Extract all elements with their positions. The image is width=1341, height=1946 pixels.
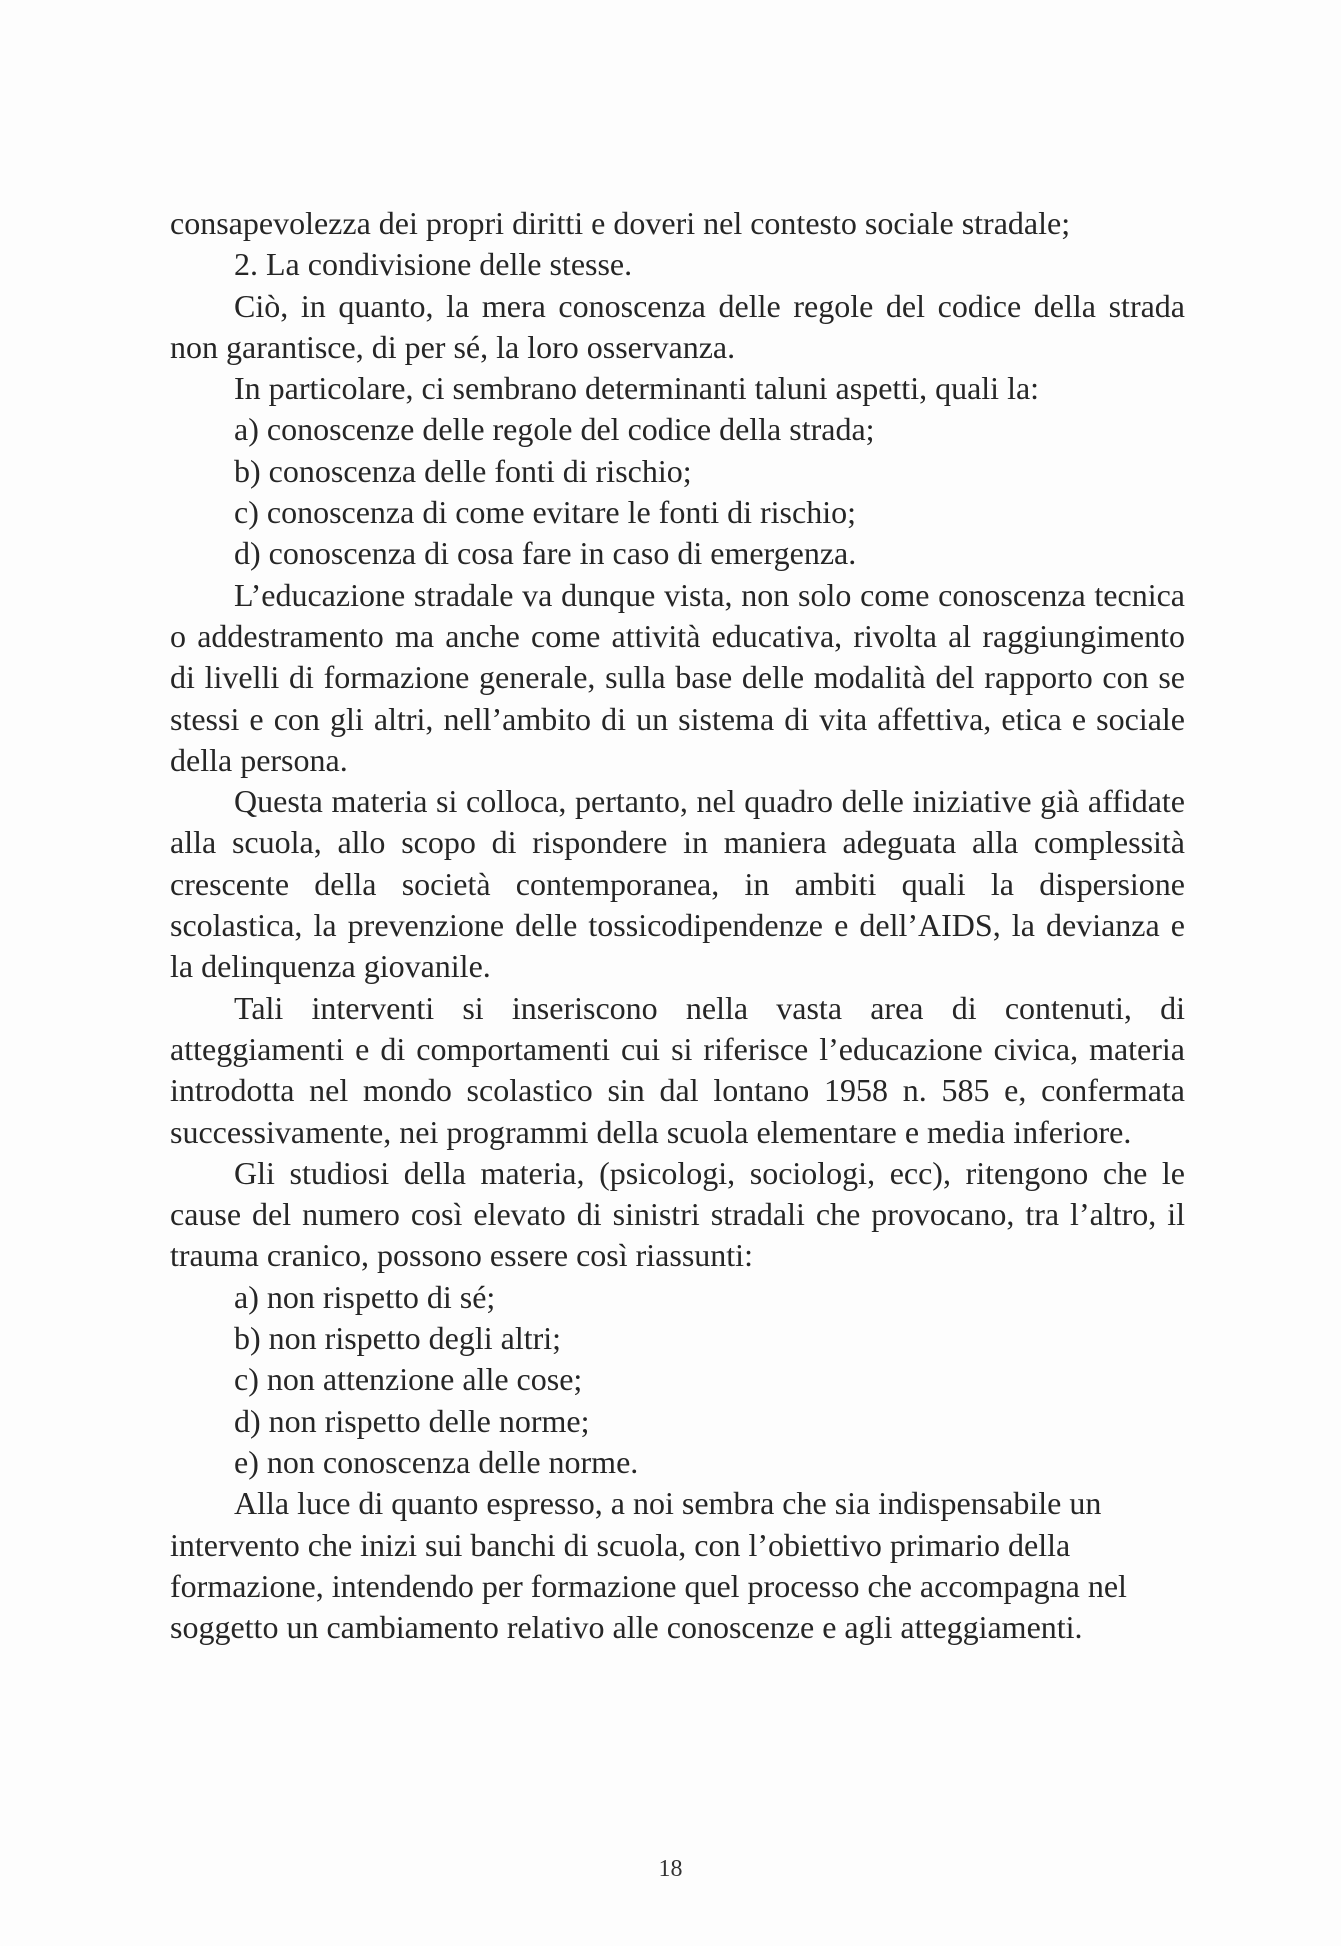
paragraph-educazione-stradale: L’educazione stradale va dunque vista, non solo come conoscenza tecnica o addestramento ma anche come attività educativa, rivolta al raggiungimento di livelli di formazione generale, sulla base delle modalità del rapporto con se stessi e con gli altri, nell’ambito di un sistema di vita affettiva, etica e sociale della persona. bbox=[170, 576, 1185, 778]
list-item-a: a) conoscenze delle regole del codice della strada; bbox=[234, 411, 875, 448]
paragraph-gli-studiosi: Gli studiosi della materia, (psicologi, sociologi, ecc), ritengono che le cause del numero così elevato di sinistri stradali che provocano, tra l’altro, il trauma cranico, possono essere così riassunti: bbox=[170, 1154, 1185, 1274]
paragraph-alla-luce: Alla luce di quanto espresso, a noi sembra che sia indispensabile un intervento che inizi sui banchi di scuola, con l’obiettivo primario della formazione, intendendo per formazione quel processo che accompagna nel soggetto un cambiamento relativo alle conoscenze e agli atteggiamenti. bbox=[170, 1485, 1127, 1646]
list-item-b: b) conoscenza delle fonti di rischio; bbox=[234, 452, 692, 489]
cause-item-c: c) non attenzione alle cose; bbox=[234, 1361, 583, 1398]
list-item-c: c) conoscenza di come evitare le fonti di rischio; bbox=[234, 494, 856, 531]
cause-item-e: e) non conoscenza delle norme. bbox=[234, 1443, 639, 1480]
paragraph-continuation: consapevolezza dei propri diritti e doveri nel contesto sociale stradale; bbox=[170, 205, 1071, 241]
paragraph-in-particolare: In particolare, ci sembrano determinanti taluni aspetti, quali la: bbox=[234, 370, 1040, 407]
paragraph-cio: Ciò, in quanto, la mera conoscenza delle regole del codice della strada non garantisce, di per sé, la loro osservanza. bbox=[170, 287, 1185, 365]
page-number: 18 bbox=[658, 1856, 683, 1882]
cause-item-b: b) non rispetto degli altri; bbox=[234, 1320, 562, 1357]
paragraph-tali-interventi: Tali interventi si inseriscono nella vasta area di contenuti, di atteggiamenti e di comportamenti cui si riferisce l’educazione civica, materia introdotta nel mondo scolastico sin dal lontano 1958 n. 585 e, confermata successivamente, nei programmi della scuola elementare e media inferiore. bbox=[170, 989, 1185, 1150]
list-item-d: d) conoscenza di cosa fare in caso di emergenza. bbox=[234, 535, 857, 572]
paragraph-questa-materia: Questa materia si colloca, pertanto, nel quadro delle iniziative già affidate alla scuola, allo scopo di rispondere in maniera adeguata alla complessità crescente della società contemporanea, in ambiti quali la dispersione scolastica, la prevenzione delle tossicodipendenze e dell’AIDS, la devianza e la delinquenza giovanile. bbox=[170, 783, 1185, 985]
body-text bbox=[170, 203, 1185, 1648]
cause-item-d: d) non rispetto delle norme; bbox=[234, 1402, 590, 1439]
numbered-item-2: 2. La condivisione delle stesse. bbox=[234, 246, 633, 283]
cause-item-a: a) non rispetto di sé; bbox=[234, 1278, 496, 1315]
